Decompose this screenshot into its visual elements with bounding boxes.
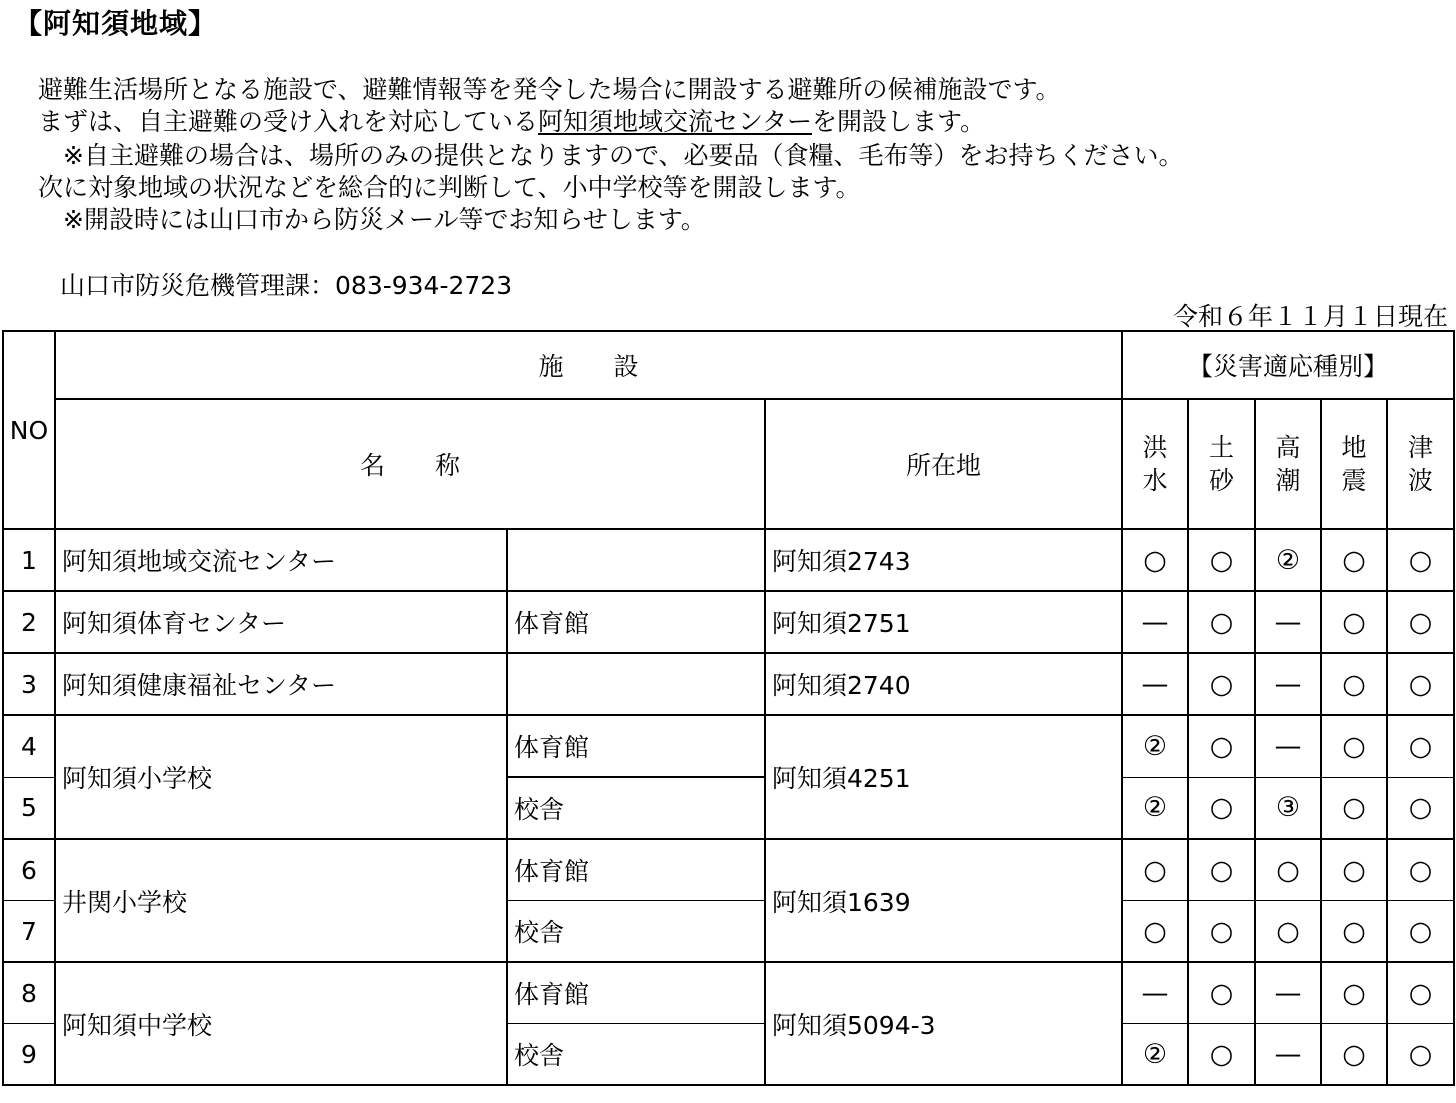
facility-address: 阿知須5094-3 bbox=[765, 962, 1122, 1085]
earthquake-mark: ○ bbox=[1321, 653, 1387, 715]
header-flood bbox=[1122, 399, 1188, 529]
header-landslide bbox=[1188, 399, 1255, 529]
facility-sub: 校舎 bbox=[507, 1024, 765, 1086]
facility-address: 阿知須2751 bbox=[765, 591, 1122, 653]
landslide-mark: ○ bbox=[1188, 653, 1255, 715]
storm-surge-mark: — bbox=[1255, 962, 1321, 1024]
row-no: 1 bbox=[3, 529, 55, 591]
facility-sub: 校舎 bbox=[507, 777, 765, 839]
landslide-mark: ○ bbox=[1188, 715, 1255, 777]
tsunami-mark: ○ bbox=[1387, 591, 1454, 653]
flood-mark: ○ bbox=[1122, 901, 1188, 963]
intro-line-3: ※自主避難の場合は、場所のみの提供となりますので、必要品（食糧、毛布等）をお持ちください。 bbox=[38, 141, 1184, 170]
row-no: 2 bbox=[3, 591, 55, 653]
earthquake-mark: ○ bbox=[1321, 591, 1387, 653]
facility-name: 阿知須地域交流センター bbox=[55, 529, 507, 591]
header-flood-1: 洪 bbox=[1142, 433, 1168, 462]
page-title: 【阿知須地域】 bbox=[14, 7, 218, 40]
row-no: 3 bbox=[3, 653, 55, 715]
header-no: NO bbox=[3, 331, 55, 529]
header-disaster-types: 【災害適応種別】 bbox=[1122, 331, 1454, 399]
header-quake-2: 震 bbox=[1341, 466, 1367, 495]
facility-sub: 校舎 bbox=[507, 901, 765, 963]
intro-line-4: 次に対象地域の状況などを総合的に判断して、小中学校等を開設します。 bbox=[38, 173, 861, 202]
storm-surge-mark: — bbox=[1255, 653, 1321, 715]
facility-name: 井関小学校 bbox=[55, 839, 507, 962]
table-row bbox=[3, 591, 1454, 653]
flood-mark: ○ bbox=[1122, 839, 1188, 901]
header-earthquake bbox=[1321, 399, 1387, 529]
header-facility: 施 設 bbox=[55, 331, 1122, 399]
facility-sub: 体育館 bbox=[507, 591, 765, 653]
facility-sub: 体育館 bbox=[507, 839, 765, 901]
header-address: 所在地 bbox=[765, 399, 1122, 529]
flood-mark: ○ bbox=[1122, 529, 1188, 591]
landslide-mark: ○ bbox=[1188, 1024, 1255, 1086]
earthquake-mark: ○ bbox=[1321, 901, 1387, 963]
facility-address: 阿知須2740 bbox=[765, 653, 1122, 715]
landslide-mark: ○ bbox=[1188, 529, 1255, 591]
header-storm-2: 潮 bbox=[1275, 466, 1301, 495]
shelter-table bbox=[2, 330, 1455, 1086]
intro-line-2-post: を開設します。 bbox=[812, 107, 986, 136]
tsunami-mark: ○ bbox=[1387, 839, 1454, 901]
row-no: 4 bbox=[3, 715, 55, 777]
storm-surge-mark: — bbox=[1255, 1024, 1321, 1086]
flood-mark: — bbox=[1122, 591, 1188, 653]
row-no: 9 bbox=[3, 1024, 55, 1086]
facility-name: 阿知須健康福祉センター bbox=[55, 653, 507, 715]
contact-info: 山口市防災危機管理課：083-934-2723 bbox=[60, 271, 513, 300]
facility-sub bbox=[507, 653, 765, 715]
earthquake-mark: ○ bbox=[1321, 962, 1387, 1024]
landslide-mark: ○ bbox=[1188, 591, 1255, 653]
table-row bbox=[3, 715, 1454, 777]
storm-surge-mark: ○ bbox=[1255, 901, 1321, 963]
earthquake-mark: ○ bbox=[1321, 529, 1387, 591]
landslide-mark: ○ bbox=[1188, 901, 1255, 963]
storm-surge-mark: ○ bbox=[1255, 839, 1321, 901]
earthquake-mark: ○ bbox=[1321, 1024, 1387, 1086]
facility-name: 阿知須中学校 bbox=[55, 962, 507, 1085]
storm-surge-mark: — bbox=[1255, 715, 1321, 777]
landslide-mark: ○ bbox=[1188, 777, 1255, 839]
earthquake-mark: ○ bbox=[1321, 839, 1387, 901]
row-no: 6 bbox=[3, 839, 55, 901]
header-tsunami-1: 津 bbox=[1408, 433, 1434, 462]
table-row bbox=[3, 962, 1454, 1024]
flood-mark: ② bbox=[1122, 1024, 1188, 1086]
facility-address: 阿知須1639 bbox=[765, 839, 1122, 962]
intro-line-5: ※開設時には山口市から防災メール等でお知らせします。 bbox=[38, 205, 706, 234]
facility-name: 阿知須体育センター bbox=[55, 591, 507, 653]
tsunami-mark: ○ bbox=[1387, 529, 1454, 591]
earthquake-mark: ○ bbox=[1321, 715, 1387, 777]
as-of-date: 令和６年１１月１日現在 bbox=[1172, 302, 1448, 331]
facility-sub: 体育館 bbox=[507, 715, 765, 777]
tsunami-mark: ○ bbox=[1387, 715, 1454, 777]
facility-name: 阿知須小学校 bbox=[55, 715, 507, 839]
row-no: 7 bbox=[3, 901, 55, 963]
landslide-mark: ○ bbox=[1188, 962, 1255, 1024]
intro-line-2-pre: まずは、自主避難の受け入れを対応している bbox=[38, 107, 539, 136]
flood-mark: ② bbox=[1122, 715, 1188, 777]
intro-line-1: 避難生活場所となる施設で、避難情報等を発令した場合に開設する避難所の候補施設です。 bbox=[38, 75, 1061, 104]
tsunami-mark: ○ bbox=[1387, 962, 1454, 1024]
storm-surge-mark: — bbox=[1255, 591, 1321, 653]
header-flood-2: 水 bbox=[1142, 466, 1168, 495]
facility-address: 阿知須4251 bbox=[765, 715, 1122, 839]
landslide-mark: ○ bbox=[1188, 839, 1255, 901]
center-link-text: 阿知須地域交流センター bbox=[538, 107, 813, 136]
tsunami-mark: ○ bbox=[1387, 901, 1454, 963]
tsunami-mark: ○ bbox=[1387, 653, 1454, 715]
header-landslide-1: 土 bbox=[1209, 433, 1235, 462]
facility-address: 阿知須2743 bbox=[765, 529, 1122, 591]
header-landslide-2: 砂 bbox=[1209, 466, 1235, 495]
flood-mark: ② bbox=[1122, 777, 1188, 839]
header-tsunami-2: 波 bbox=[1408, 466, 1434, 495]
flood-mark: — bbox=[1122, 653, 1188, 715]
storm-surge-mark: ② bbox=[1255, 529, 1321, 591]
header-storm-1: 高 bbox=[1275, 433, 1301, 462]
facility-sub: 体育館 bbox=[507, 962, 765, 1024]
header-tsunami bbox=[1387, 399, 1454, 529]
row-no: 8 bbox=[3, 962, 55, 1024]
header-name: 名 称 bbox=[55, 399, 765, 529]
table-row bbox=[3, 653, 1454, 715]
header-quake-1: 地 bbox=[1341, 433, 1367, 462]
row-no: 5 bbox=[3, 777, 55, 839]
earthquake-mark: ○ bbox=[1321, 777, 1387, 839]
tsunami-mark: ○ bbox=[1387, 1024, 1454, 1086]
table-row bbox=[3, 839, 1454, 901]
facility-sub bbox=[507, 529, 765, 591]
table-row bbox=[3, 529, 1454, 591]
tsunami-mark: ○ bbox=[1387, 777, 1454, 839]
flood-mark: — bbox=[1122, 962, 1188, 1024]
intro-line-2 bbox=[38, 106, 985, 138]
storm-surge-mark: ③ bbox=[1255, 777, 1321, 839]
header-storm-surge bbox=[1255, 399, 1321, 529]
